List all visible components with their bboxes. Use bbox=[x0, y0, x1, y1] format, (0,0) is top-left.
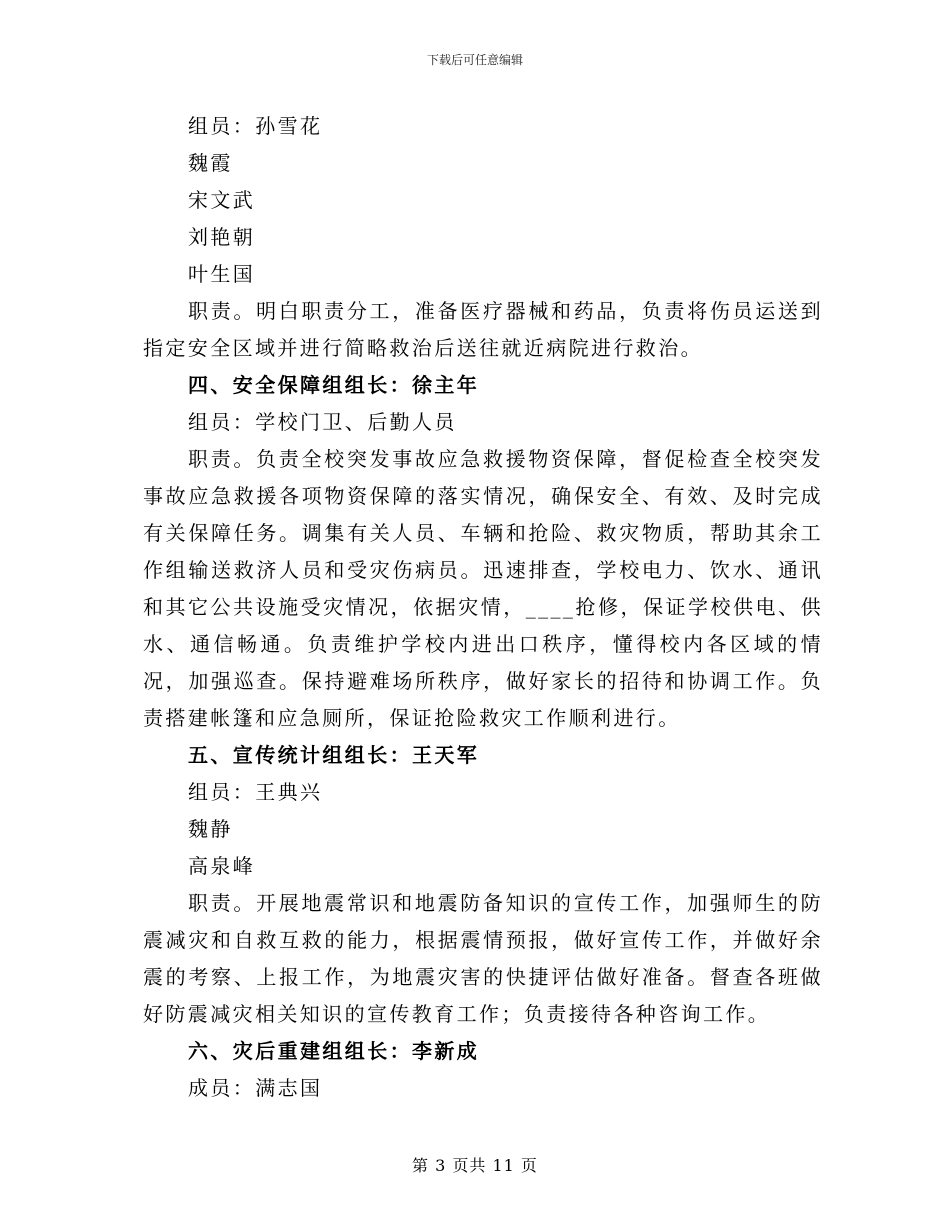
section-heading: 五、宣传统计组组长：王天军 bbox=[188, 743, 480, 767]
member-line: 叶生国 bbox=[188, 262, 256, 286]
member-line: 魏霞 bbox=[188, 151, 233, 175]
member-line: 刘艳朝 bbox=[188, 225, 256, 249]
page-footer: 第 3 页共 11 页 bbox=[412, 1156, 538, 1175]
member-line: 组员：学校门卫、后勤人员 bbox=[188, 410, 457, 434]
section-heading: 六、灾后重建组组长：李新成 bbox=[188, 1039, 480, 1063]
member-line: 宋文武 bbox=[188, 188, 256, 212]
member-line: 成员：满志国 bbox=[188, 1076, 323, 1100]
document-body bbox=[143, 108, 823, 1107]
duty-paragraph: 职责。负责全校突发事故应急救援物资保障，督促检查全校突发事故应急救援各项物资保障的落实情况，确保安全、有效、及时完成有关保障任务。调集有关人员、车辆和抢险、救灾物质，帮助其余工作组输送救济人员和受灾伤病员。迅速排查，学校电力、饮水、通讯和其它公共设施受灾情况，依据灾情，____抢修，保证学校供电、供水、通信畅通。负责维护学校内进出口秩序，懂得校内各区域的情况，加强巡查。保持避难场所秩序，做好家长的招待和协调工作。负责搭建帐篷和应急厕所，保证抢险救灾工作顺利进行。 bbox=[143, 447, 823, 730]
member-line: 魏静 bbox=[188, 817, 233, 841]
member-line: 组员：孙雪花 bbox=[188, 114, 323, 138]
page-header: 下载后可任意编辑 bbox=[426, 53, 523, 67]
duty-paragraph: 职责。明白职责分工，准备医疗器械和药品，负责将伤员运送到指定安全区域并进行简略救治后送往就近病院进行救治。 bbox=[143, 299, 823, 360]
duty-paragraph: 职责。开展地震常识和地震防备知识的宣传工作，加强师生的防震减灾和自救互救的能力，根据震情预报，做好宣传工作，并做好余震的考察、上报工作，为地震灾害的快捷评估做好准备。督查各班做好防震减灾相关知识的宣传教育工作；负责接待各种咨询工作。 bbox=[143, 891, 823, 1026]
member-line: 高泉峰 bbox=[188, 854, 256, 878]
section-heading: 四、安全保障组组长：徐主年 bbox=[188, 373, 480, 397]
member-line: 组员：王典兴 bbox=[188, 780, 323, 804]
